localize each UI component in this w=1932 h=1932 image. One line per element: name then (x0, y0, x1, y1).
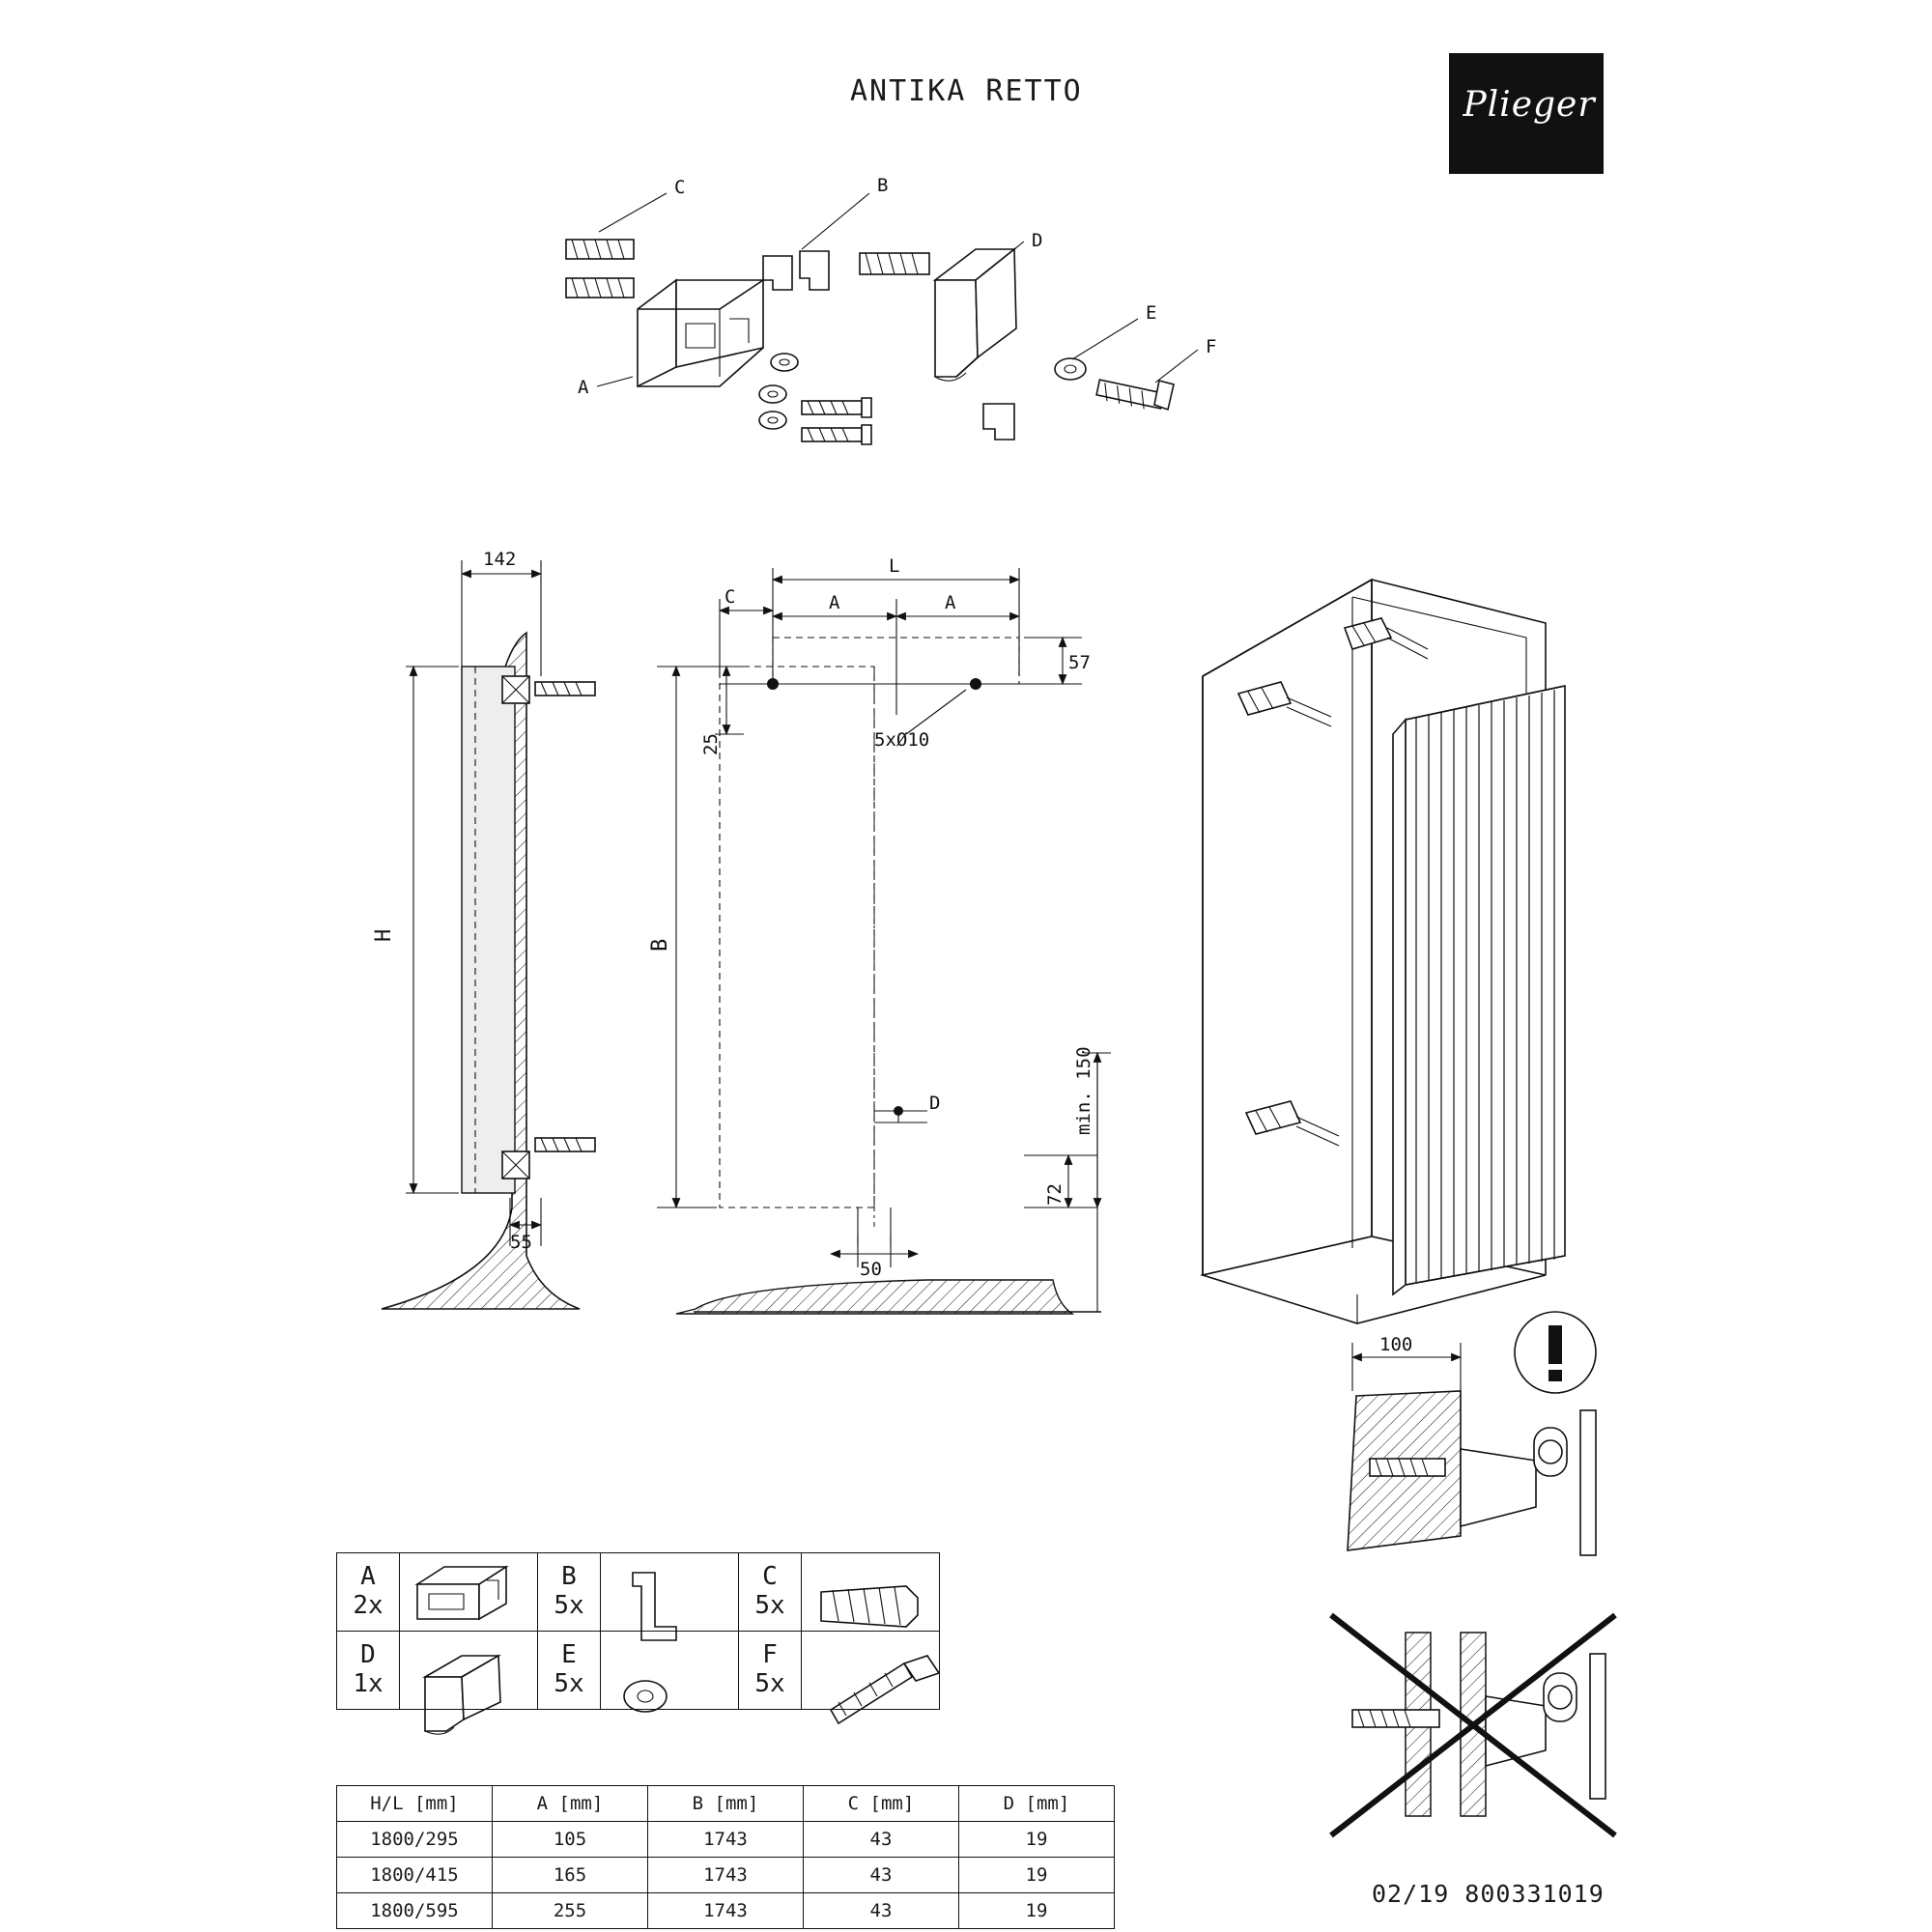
dim-h: H (372, 928, 396, 942)
dim-cell-hl: 1800/595 (337, 1893, 493, 1929)
dim-a-right: A (945, 592, 956, 613)
front-view (648, 555, 1111, 1314)
dim-cell-a: 105 (493, 1822, 648, 1858)
wall-plug-d-side (860, 253, 929, 274)
detail-screw-wrong (1352, 1710, 1439, 1727)
dim-cell-d: 19 (959, 1858, 1115, 1893)
warning-exclamation-icon (1515, 1312, 1596, 1393)
brand-logo-text: Plieger (1463, 85, 1596, 125)
dim-cell-hl: 1800/415 (337, 1858, 493, 1893)
callout-e: E (1146, 302, 1157, 324)
callout-a: A (578, 377, 589, 398)
detail-wrong-mount (1331, 1615, 1615, 1835)
washer-e (1055, 358, 1086, 380)
dim-cell-b: 1743 (648, 1893, 804, 1929)
part-b-qty: 5x (554, 1591, 584, 1620)
wall-plug-c-2 (566, 278, 634, 298)
callout-f: F (1206, 336, 1217, 357)
bracket-top-side (502, 676, 595, 703)
parts-table (336, 1552, 940, 1710)
part-e-letter: E (561, 1640, 577, 1670)
part-d-icon-cell (400, 1632, 538, 1710)
part-a-letter: A (360, 1562, 376, 1592)
part-c-qty: 5x (754, 1591, 785, 1620)
dim-57: 57 (1068, 652, 1091, 673)
part-a-cell (337, 1553, 400, 1632)
part-f-cell (739, 1632, 802, 1710)
detail-screw (1370, 1459, 1445, 1476)
part-c-letter: C (762, 1562, 778, 1592)
table-row (337, 1858, 1115, 1893)
bracket-a (638, 280, 763, 386)
dim-b: B (648, 938, 672, 952)
dim-cell-b: 1743 (648, 1822, 804, 1858)
table-row (337, 1893, 1115, 1929)
part-a-qty: 2x (353, 1591, 384, 1620)
dim-50: 50 (860, 1259, 882, 1280)
part-b-cell (538, 1553, 601, 1632)
exploded-assembly-view (566, 175, 1216, 444)
dim-cell-d: 19 (959, 1822, 1115, 1858)
dim-l: L (889, 555, 900, 577)
dim-header-b: B [mm] (648, 1786, 804, 1822)
dim-header-hl: H/L [mm] (337, 1786, 493, 1822)
part-e-icon-cell (601, 1632, 739, 1710)
part-c-icon-cell (802, 1553, 940, 1632)
dim-100: 100 (1379, 1334, 1413, 1355)
dim-d: D (929, 1093, 941, 1114)
dim-header-d: D [mm] (959, 1786, 1115, 1822)
dimension-table-header-row (337, 1786, 1115, 1822)
screw-f-1 (802, 398, 871, 417)
page-title: ANTIKA RETTO (850, 74, 1083, 108)
part-a-icon-cell (400, 1553, 538, 1632)
clip-b-3 (983, 404, 1014, 440)
installation-3d-view (1203, 580, 1565, 1323)
dim-cell-b: 1743 (648, 1858, 804, 1893)
parts-table-row (337, 1632, 940, 1710)
part-f-icon-cell (802, 1632, 940, 1710)
dim-cell-a: 165 (493, 1858, 648, 1893)
part-f-letter: F (762, 1640, 778, 1670)
part-d-cell (337, 1632, 400, 1710)
clip-b-1 (763, 256, 792, 290)
dim-cell-c: 43 (804, 1822, 959, 1858)
screw-f-3 (1096, 380, 1174, 410)
table-row (337, 1822, 1115, 1858)
dim-cell-d: 19 (959, 1893, 1115, 1929)
callout-b: B (877, 175, 889, 196)
part-d-letter: D (360, 1640, 376, 1670)
part-d-qty: 1x (353, 1669, 384, 1698)
dim-cell-c: 43 (804, 1893, 959, 1929)
dim-c: C (724, 586, 736, 608)
part-e-qty: 5x (554, 1669, 584, 1698)
document-code: 02/19 800331019 (1372, 1880, 1605, 1908)
part-b-icon-cell (601, 1553, 739, 1632)
dim-min-150: min. 150 (1073, 1046, 1094, 1135)
part-b-letter: B (561, 1562, 577, 1592)
callout-c: C (674, 177, 686, 198)
parts-table-row (337, 1553, 940, 1632)
part-c-cell (739, 1553, 802, 1632)
dim-cell-a: 255 (493, 1893, 648, 1929)
dimension-table (336, 1785, 1115, 1929)
callout-d: D (1032, 230, 1043, 251)
part-e-cell (538, 1632, 601, 1710)
radiator-3d (1393, 686, 1565, 1294)
dim-header-c: C [mm] (804, 1786, 959, 1822)
dim-55: 55 (510, 1232, 532, 1253)
dim-142: 142 (483, 549, 517, 570)
bracket-d (935, 249, 1016, 381)
screw-f-2 (802, 425, 871, 444)
clip-b-2 (800, 251, 829, 290)
dim-a-left: A (829, 592, 840, 613)
dim-header-a: A [mm] (493, 1786, 648, 1822)
dim-72: 72 (1044, 1183, 1065, 1206)
dim-cell-c: 43 (804, 1858, 959, 1893)
label-holes: 5xØ10 (874, 729, 930, 751)
dim-cell-hl: 1800/295 (337, 1822, 493, 1858)
side-section-view (372, 549, 595, 1309)
wall-plug-c-1 (566, 240, 634, 259)
part-f-qty: 5x (754, 1669, 785, 1698)
dim-25: 25 (700, 733, 722, 755)
